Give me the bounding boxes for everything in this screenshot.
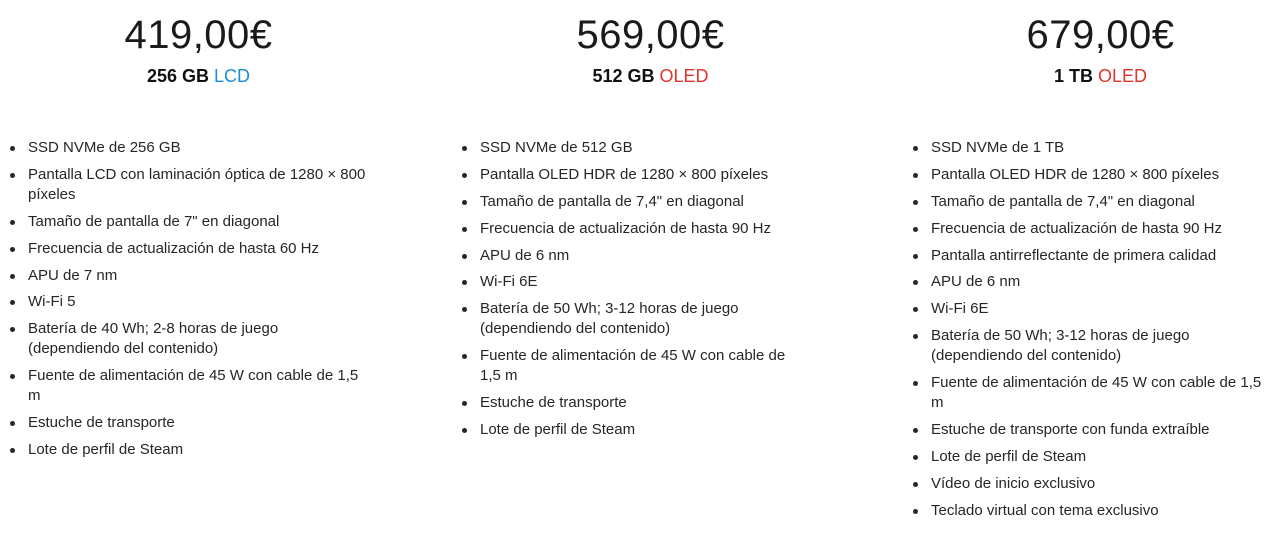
bullet-icon (913, 307, 918, 312)
bullet-icon (10, 421, 15, 426)
bullet-icon (913, 254, 918, 259)
feature-label: Batería de 50 Wh; 3-12 horas de juego (dependiendo del contenido) (931, 327, 1190, 365)
bullet-icon (913, 146, 918, 151)
feature-label: Estuche de transporte (480, 394, 627, 412)
feature-label: Frecuencia de actualización de hasta 60 Hz (28, 239, 320, 257)
feature-label: Tamaño de pantalla de 7,4" en diagonal (480, 192, 744, 210)
feature-label: Batería de 40 Wh; 2-8 horas de juego (dependiendo del contenido) (28, 320, 279, 358)
feature-label: Lote de perfil de Steam (480, 421, 636, 439)
feature-item (911, 246, 1277, 266)
feature-item (911, 138, 1277, 158)
plan-card-1tb-oled (903, 0, 1277, 533)
feature-item (460, 272, 810, 292)
feature-label: Frecuencia de actualización de hasta 90 Hz (480, 219, 772, 237)
feature-item (911, 420, 1277, 440)
bullet-icon (10, 374, 15, 379)
feature-item (911, 299, 1277, 319)
feature-item (8, 165, 368, 205)
plan-subtitle (903, 64, 1277, 88)
feature-item (911, 219, 1277, 239)
feature-label: Tamaño de pantalla de 7,4" en diagonal (931, 192, 1195, 210)
feature-item (8, 239, 368, 259)
bullet-icon (913, 455, 918, 460)
feature-label: Wi-Fi 6E (931, 300, 989, 318)
bullet-icon (462, 146, 467, 151)
plan-card-512gb-oled (452, 0, 872, 533)
feature-label: Wi-Fi 6E (480, 273, 538, 291)
feature-label: Pantalla antirreflectante de primera calidad (931, 246, 1217, 264)
feature-item (460, 192, 810, 212)
feature-item (911, 447, 1277, 467)
feature-item (8, 266, 368, 286)
bullet-icon (10, 274, 15, 279)
bullet-icon (462, 280, 467, 285)
feature-label: Batería de 50 Wh; 3-12 horas de juego (dependiendo del contenido) (480, 300, 739, 338)
bullet-icon (462, 227, 467, 232)
feature-item (8, 413, 368, 433)
feature-label: SSD NVMe de 512 GB (480, 139, 633, 156)
bullet-icon (913, 482, 918, 487)
bullet-icon (10, 146, 15, 151)
feature-item (460, 299, 810, 339)
bullet-icon (10, 300, 15, 305)
bullet-icon (10, 247, 15, 252)
feature-item (911, 192, 1277, 212)
feature-label: Frecuencia de actualización de hasta 90 Hz (931, 219, 1223, 237)
feature-label: Wi-Fi 5 (28, 293, 76, 311)
bullet-icon (462, 173, 467, 178)
feature-label: APU de 6 nm (931, 273, 1021, 291)
bullet-icon (462, 200, 467, 205)
feature-item (8, 319, 368, 359)
feature-list (911, 138, 1277, 528)
bullet-icon (462, 354, 467, 359)
feature-label: Pantalla OLED HDR de 1280 × 800 píxeles (480, 165, 769, 183)
feature-label: Lote de perfil de Steam (28, 441, 184, 459)
plan-subtitle (0, 64, 397, 88)
feature-label: SSD NVMe de 1 TB (931, 139, 1065, 156)
feature-item (460, 420, 810, 440)
plan-price: 569,00€ (576, 13, 725, 57)
plan-card-256gb-lcd (0, 0, 420, 533)
bullet-icon (10, 173, 15, 178)
feature-item (460, 219, 810, 239)
feature-label: APU de 6 nm (480, 246, 570, 264)
feature-label: Estuche de transporte con funda extraíble (931, 421, 1210, 439)
feature-item (8, 366, 368, 406)
bullet-icon (913, 227, 918, 232)
bullet-icon (10, 327, 15, 332)
feature-label: Fuente de alimentación de 45 W con cable de 1,5 m (931, 374, 1262, 412)
display-type: OLED (659, 66, 709, 86)
feature-item (911, 373, 1277, 413)
feature-label: Pantalla OLED HDR de 1280 × 800 píxeles (931, 165, 1220, 183)
display-type: LCD (214, 66, 251, 86)
bullet-icon (913, 200, 918, 205)
feature-list (460, 138, 810, 447)
feature-item (8, 440, 368, 460)
bullet-icon (913, 334, 918, 339)
storage-capacity: 1 TB (1053, 66, 1093, 86)
storage-capacity: 256 GB (146, 66, 209, 86)
feature-label: Fuente de alimentación de 45 W con cable de 1,5 m (480, 347, 786, 385)
feature-item (8, 212, 368, 232)
bullet-icon (462, 254, 467, 259)
plan-price: 679,00€ (1026, 13, 1175, 57)
feature-item (460, 346, 810, 386)
bullet-icon (462, 401, 467, 406)
feature-label: Tamaño de pantalla de 7" en diagonal (28, 212, 280, 230)
bullet-icon (913, 381, 918, 386)
plan-subtitle (452, 64, 849, 88)
feature-label: Pantalla LCD con laminación óptica de 1280 × 800 píxeles (28, 165, 366, 203)
bullet-icon (913, 173, 918, 178)
feature-label: Fuente de alimentación de 45 W con cable de 1,5 m (28, 367, 359, 405)
feature-item (8, 292, 368, 312)
plan-price: 419,00€ (124, 13, 273, 57)
feature-item (460, 393, 810, 413)
storage-capacity: 512 GB (592, 66, 655, 86)
bullet-icon (462, 428, 467, 433)
bullet-icon (913, 509, 918, 514)
bullet-icon (10, 220, 15, 225)
feature-item (911, 272, 1277, 292)
bullet-icon (913, 280, 918, 285)
feature-item (460, 165, 810, 185)
feature-list (8, 138, 368, 467)
display-type: OLED (1098, 66, 1148, 86)
feature-item (911, 326, 1277, 366)
feature-label: Teclado virtual con tema exclusivo (931, 501, 1159, 519)
bullet-icon (10, 448, 15, 453)
feature-label: Estuche de transporte (28, 414, 175, 432)
feature-item (460, 138, 810, 158)
feature-item (911, 165, 1277, 185)
feature-item (911, 501, 1277, 521)
bullet-icon (462, 307, 467, 312)
feature-label: Vídeo de inicio exclusivo (931, 474, 1096, 492)
feature-item (8, 138, 368, 158)
feature-item (460, 246, 810, 266)
bullet-icon (913, 428, 918, 433)
feature-label: SSD NVMe de 256 GB (28, 139, 181, 156)
feature-label: APU de 7 nm (28, 266, 118, 284)
feature-item (911, 474, 1277, 494)
feature-label: Lote de perfil de Steam (931, 447, 1087, 465)
